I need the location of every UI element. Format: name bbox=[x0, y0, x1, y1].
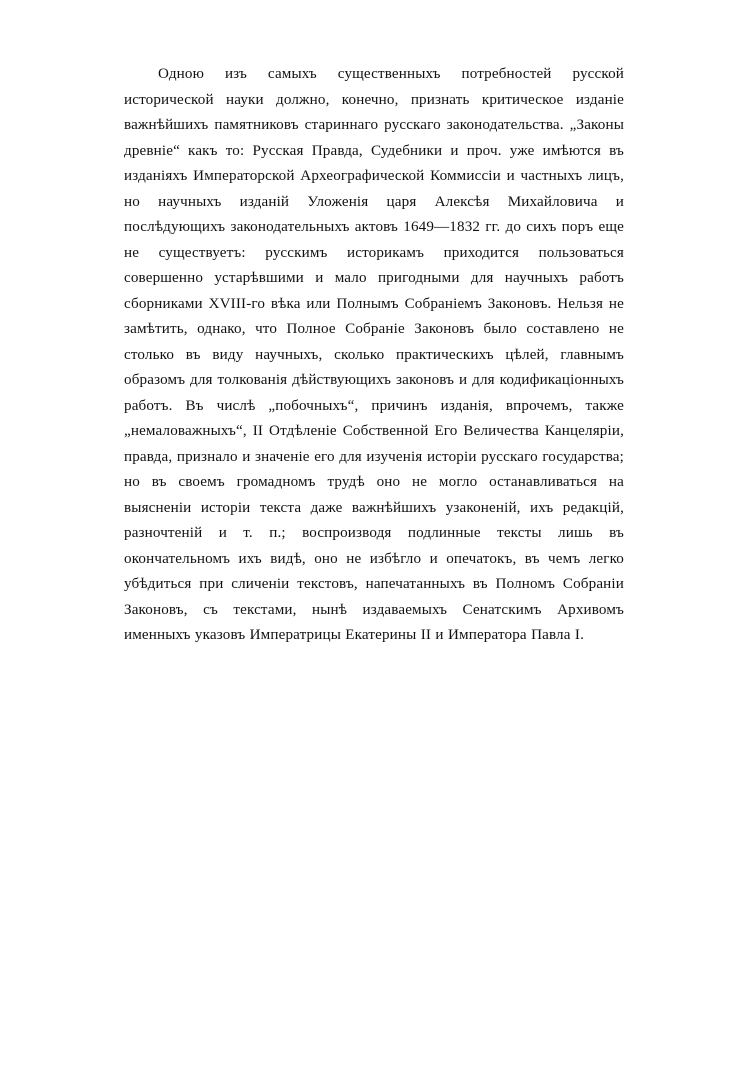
paragraph-intro: Одною изъ самыхъ существенныхъ потребностей русской исторической науки должно, конечно, признать критическое изданіе важнѣйшихъ памятниковъ стариннаго русскаго законодательства. „Законы древніе“ какъ то: Русская Правда, Судебники и проч. уже имѣются въ изданіяхъ Императорской Археографической Коммиссіи и частныхъ лицъ, но научныхъ изданій Уложенія царя Алексѣя Михайловича и послѣдующихъ законодательныхъ актовъ 1649—1832 гг. до сихъ поръ еще не существуетъ: русскимъ историкамъ приходится пользоваться совершенно устарѣвшими и мало пригодными для научныхъ работъ сборниками XVIII-го вѣка или Полнымъ Собраніемъ Законовъ. Нельзя не замѣтить, однако, что Полное Собраніе Законовъ было составлено не столько въ виду научныхъ, сколько практическихъ цѣлей, главнымъ образомъ для толкованія дѣйствующихъ законовъ и для кодификаціонныхъ работъ. Въ числѣ „побочныхъ“, причинъ изданія, впрочемъ, также „немаловажныхъ“, II Отдѣленіе Собственной Его Величества Канцеляріи, правда, признало и значеніе его для изученія исторіи русскаго государства; но въ своемъ громадномъ трудѣ оно не могло останавливаться на выясненіи исторіи текста даже важнѣйшихъ узаконеній, ихъ редакцій, разночтеній и т. п.; воспроизводя подлинные тексты лишь въ окончательномъ ихъ видѣ, оно не избѣгло и опечатокъ, въ чемъ легко убѣдиться при сличеніи текстовъ, напечатанныхъ въ Полномъ Собраніи Законовъ, съ текстами, нынѣ издаваемыхъ Сенатскимъ Архивомъ именныхъ указовъ Императрицы Екатерины II и Императора Павла I. bbox=[124, 66, 624, 643]
body-text-block bbox=[124, 62, 624, 649]
